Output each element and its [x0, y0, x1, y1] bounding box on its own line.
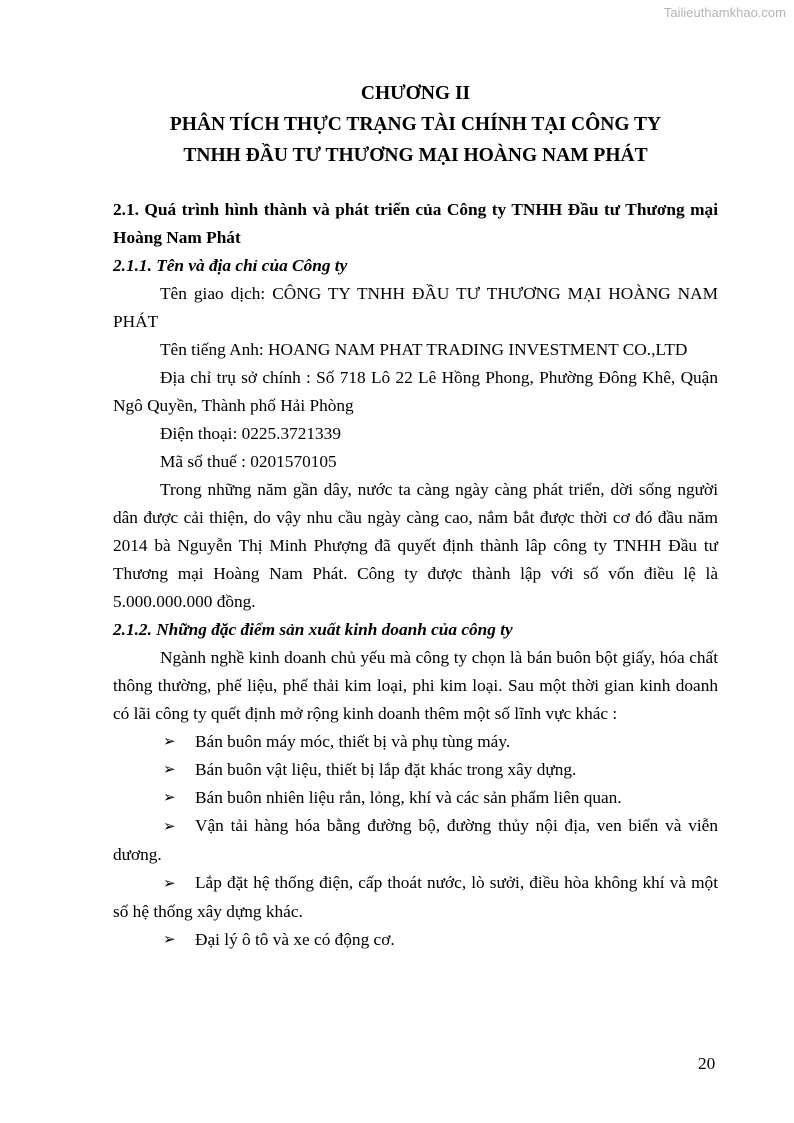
list-item — [113, 756, 718, 784]
arrow-bullet-icon: ➢ — [163, 790, 176, 806]
document-page — [113, 78, 718, 954]
page-number: 20 — [698, 1054, 716, 1073]
list-item — [113, 784, 718, 812]
list-item-text: Bán buôn máy móc, thiết bị và phụ tùng máy. — [195, 732, 511, 751]
arrow-bullet-icon: ➢ — [163, 734, 176, 750]
list-item-text: Bán buôn vật liệu, thiết bị lắp đặt khác trong xây dựng. — [195, 760, 577, 779]
business-intro-paragraph: Ngành nghề kinh doanh chủ yếu mà công ty chọn là bán buôn bột giấy, hóa chất thông thường, phế liệu, phế thải kim loại, phi kim loại. Sau một thời gian kinh doanh có lãi công ty quết định mở rộng kinh doanh thêm một số lĩnh vực khác : — [113, 648, 718, 723]
business-lines-list — [113, 728, 718, 954]
chapter-title-line-1: PHÂN TÍCH THỰC TRẠNG TÀI CHÍNH TẠI CÔNG TY — [169, 114, 662, 135]
arrow-bullet-icon: ➢ — [163, 932, 176, 948]
list-item — [113, 926, 718, 954]
list-item — [113, 728, 718, 756]
list-item — [113, 869, 718, 926]
chapter-label: CHƯƠNG II — [360, 83, 471, 104]
section-2-1-2-heading: 2.1.2. Những đặc điểm sản xuất kinh doanh của công ty — [113, 620, 513, 639]
list-item — [113, 812, 718, 869]
list-item-text: Bán buôn nhiên liệu rắn, lỏng, khí và các sản phẩm liên quan. — [195, 788, 622, 807]
section-2-1-heading: 2.1. Quá trình hình thành và phát triển của Công ty TNHH Đầu tư Thương mại Hoàng Nam Phát — [113, 200, 718, 247]
arrow-bullet-icon: ➢ — [163, 762, 176, 778]
chapter-title-block — [113, 78, 718, 171]
tax-code-paragraph: Mã số thuế : 0201570105 — [160, 452, 337, 471]
list-item-text: Đại lý ô tô và xe có động cơ. — [195, 930, 395, 949]
arrow-bullet-icon: ➢ — [163, 876, 176, 892]
phone-paragraph: Điện thoại: 0225.3721339 — [160, 424, 341, 443]
watermark: Tailieuthamkhao.com — [663, 5, 786, 20]
address-paragraph: Địa chỉ trụ sở chính : Số 718 Lô 22 Lê Hồng Phong, Phường Đông Khê, Quận Ngô Quyền, Thành phố Hải Phòng — [113, 368, 718, 415]
chapter-title-line-2: TNHH ĐẦU TƯ THƯƠNG MẠI HOÀNG NAM PHÁT — [183, 145, 648, 166]
list-item-text: Vận tải hàng hóa bằng đường bộ, đường thủy nội địa, ven biển và viễn dương. — [113, 816, 718, 864]
history-paragraph: Trong những năm gần dây, nước ta càng ngày càng phát triển, dời sống người dân được cải thiện, do vậy nhu cầu ngày càng cao, nắm bắt được thời cơ đó đầu năm 2014 bà Nguyễn Thị Minh Phượng đã quyết định thành lâp công ty TNHH Đầu tư Thương mại Hoàng Nam Phát. Công ty được thành lập với số vốn điều lệ là 5.000.000.000 đồng. — [113, 480, 718, 611]
trade-name-paragraph: Tên giao dịch: CÔNG TY TNHH ĐẦU TƯ THƯƠNG MẠI HOÀNG NAM PHÁT — [113, 284, 718, 331]
section-2-1-1-heading: 2.1.1. Tên và địa chỉ của Công ty — [113, 256, 348, 275]
arrow-bullet-icon: ➢ — [163, 819, 176, 835]
english-name-paragraph: Tên tiếng Anh: HOANG NAM PHAT TRADING INVESTMENT CO.,LTD — [160, 340, 688, 359]
list-item-text: Lắp đặt hệ thống điện, cấp thoát nước, lò sưởi, điều hòa không khí và một số hệ thống xây dựng khác. — [113, 873, 718, 921]
